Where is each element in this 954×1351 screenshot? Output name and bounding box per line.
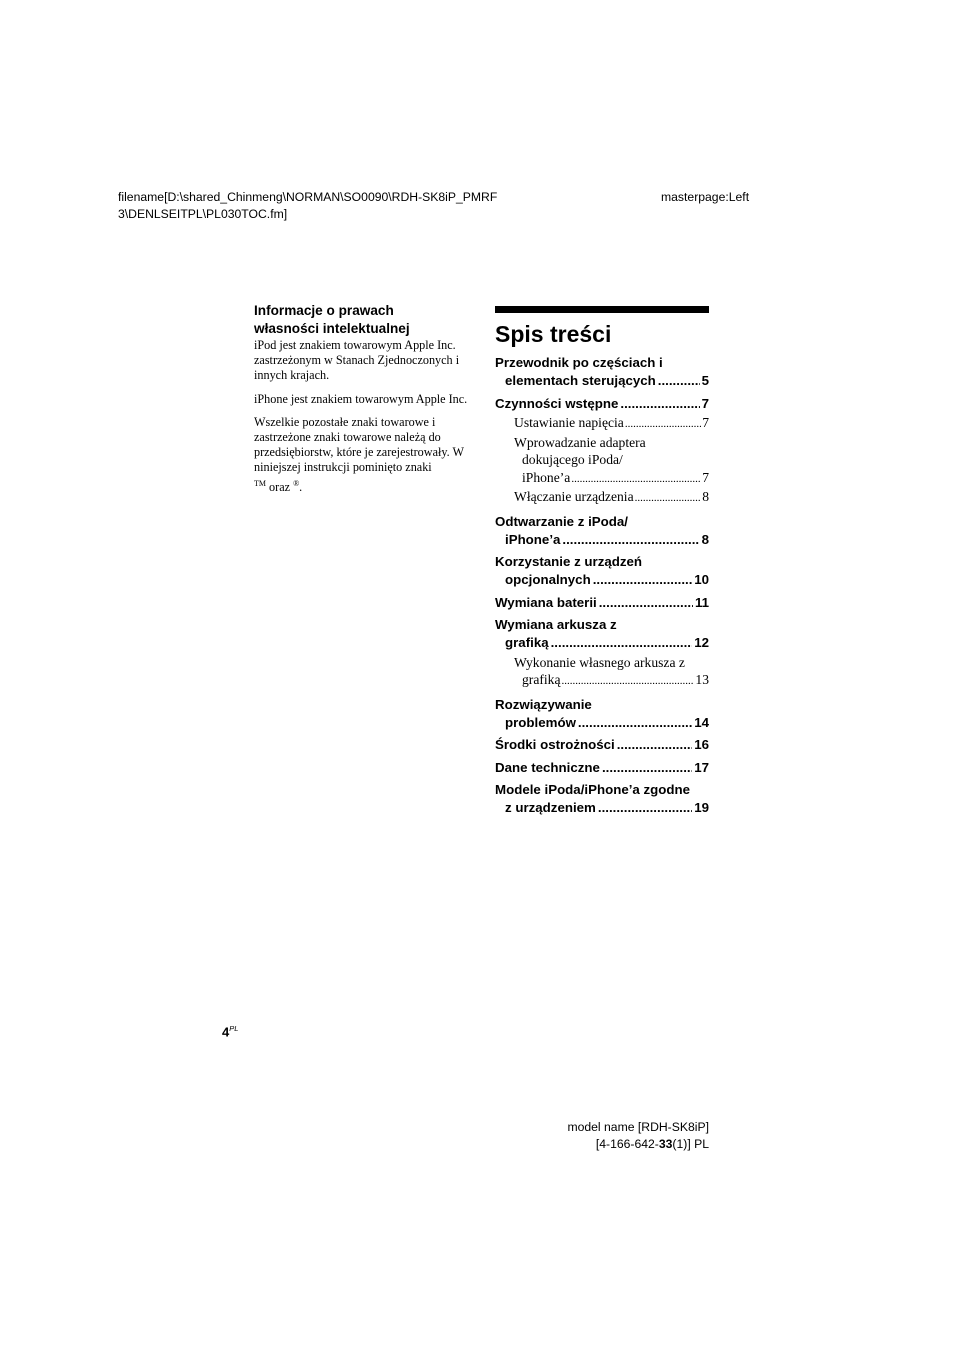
filename-line-2: 3\DENLSEITPL\PL030TOC.fm] [118, 206, 288, 221]
toc-page-number: 19 [694, 800, 709, 815]
ipod-trademark-text: iPod jest znakiem towarowym Apple Inc. zastrzeżonym w Stanach Zjednoczonych i innych krajach. [254, 338, 460, 383]
toc-page-number: 11 [694, 594, 709, 610]
toc-page-number: 8 [702, 489, 709, 504]
iphone-trademark-text: iPhone jest znakiem towarowym Apple Inc. [254, 391, 468, 406]
toc-subentries [495, 654, 709, 691]
toc-entry[interactable] [495, 513, 709, 549]
toc-entry[interactable] [495, 553, 709, 589]
toc-entry-text: Czynności wstępne [495, 395, 619, 411]
toc-page-number: 17 [694, 759, 709, 775]
dot-leader [599, 594, 693, 612]
toc-entry-text: iPhone’a [505, 531, 561, 547]
toc-top-rule [495, 306, 709, 313]
toc-entry[interactable] [495, 395, 709, 413]
tm-symbol: TM [254, 478, 266, 488]
toc-entry-text: Przewodnik po częściach i [495, 355, 663, 370]
toc-page-number: 8 [701, 531, 709, 547]
dot-leader [620, 395, 699, 413]
filename-line-1: filename[D:\shared_Chinmeng\NORMAN\SO0090\RDH-SK8iP_PMRF [118, 190, 498, 204]
toc-subentry[interactable] [514, 488, 709, 508]
model-code [567, 1136, 709, 1153]
toc-entry[interactable] [495, 759, 709, 777]
toc-title: Spis treści [495, 321, 612, 347]
ip-section [254, 302, 472, 501]
toc-entry-text: Korzystanie z urządzeń [495, 554, 643, 569]
toc-page-number: 16 [694, 737, 709, 752]
ip-title-line-2: własności intelektualnej [254, 321, 410, 336]
toc-subentry-text: Włączanie urządzenia [514, 489, 634, 504]
footer-model-info [567, 1119, 709, 1152]
toc-page-number: 14 [694, 714, 709, 730]
dot-leader [625, 416, 701, 434]
toc-subentry[interactable] [514, 654, 709, 691]
model-name: model name [RDH-SK8iP] [567, 1120, 709, 1134]
toc-entry-text: opcjonalnych [505, 572, 591, 587]
toc-entry-text: elementach sterujących [505, 373, 656, 388]
toc-entry-text: Środki ostrożności [495, 737, 615, 752]
page-number [222, 1024, 238, 1039]
toc-entry-text: Dane techniczne [495, 759, 600, 775]
toc-subentry-text: dokującego iPoda/ [522, 452, 623, 467]
toc-entry-text: Wymiana baterii [495, 594, 597, 610]
toc-subentry[interactable] [514, 434, 709, 489]
other-trademarks-body: Wszelkie pozostałe znaki towarowe i zastrzeżone znaki towarowe należą do przedsiębiorstw, które je zarejestrowały. W niniejszej instrukcji pominięto znaki [254, 414, 464, 475]
toc-page-number: 13 [695, 672, 709, 687]
toc-entry[interactable] [495, 616, 709, 652]
other-trademarks-text [254, 415, 472, 495]
model-code-suffix: (1)] PL [672, 1136, 709, 1151]
toc-subentry-text: Ustawianie napięcia [514, 415, 624, 430]
oraz-word: oraz [266, 479, 294, 494]
dot-leader [571, 471, 701, 489]
toc-entry[interactable] [495, 354, 709, 390]
toc-subentry-text: Wprowadzanie adaptera [514, 434, 646, 450]
model-code-prefix: [4-166-642- [595, 1136, 659, 1151]
toc-entry[interactable] [495, 781, 709, 817]
dot-leader [658, 372, 700, 390]
page-number-value: 4 [222, 1024, 230, 1040]
toc-page-number: 10 [694, 572, 709, 587]
toc-subentry-text: Wykonanie własnego arkusza z [514, 654, 685, 670]
period: . [299, 479, 303, 494]
dot-leader [578, 714, 692, 732]
header-masterpage: masterpage:Left [661, 190, 750, 204]
dot-leader [593, 571, 693, 589]
toc-entry-text: z urządzeniem [505, 800, 596, 815]
toc-subentry[interactable] [514, 414, 709, 434]
dot-leader [617, 736, 693, 754]
dot-leader [598, 799, 692, 817]
toc-subentries [495, 414, 709, 508]
toc-entry-text: Odtwarzanie z iPoda/ [495, 513, 628, 529]
dot-leader [562, 531, 699, 549]
ip-title-line-1: Informacje o prawach [254, 303, 394, 318]
toc-entry-text: problemów [505, 714, 576, 730]
toc-page-number: 12 [694, 635, 709, 650]
toc-entry[interactable] [495, 594, 709, 612]
dot-leader [551, 634, 693, 652]
toc-entry-text: grafiką [505, 635, 549, 650]
dot-leader [602, 759, 692, 777]
toc-page-number: 5 [701, 373, 709, 388]
toc-page-number: 7 [702, 469, 709, 485]
toc-subentry-text: iPhone’a [522, 469, 571, 485]
reg-symbol: ® [293, 478, 300, 488]
toc-page-number: 7 [702, 415, 709, 430]
toc-entry[interactable] [495, 696, 709, 732]
ip-section-title [254, 302, 472, 338]
header-filename [118, 189, 497, 222]
dot-leader [635, 490, 702, 508]
toc-page-number: 7 [701, 395, 709, 411]
toc-entry[interactable] [495, 736, 709, 754]
toc-entry-text: Modele iPoda/iPhone’a zgodne [495, 782, 691, 797]
model-code-bold: 33 [658, 1136, 673, 1151]
toc-entry-text: Rozwiązywanie [495, 696, 592, 712]
toc-entry-text: Wymiana arkusza z [495, 617, 617, 632]
table-of-contents [495, 306, 709, 822]
dot-leader [562, 673, 695, 691]
toc-subentry-text: grafiką [522, 672, 561, 687]
page-language-code: PL [229, 1024, 239, 1033]
